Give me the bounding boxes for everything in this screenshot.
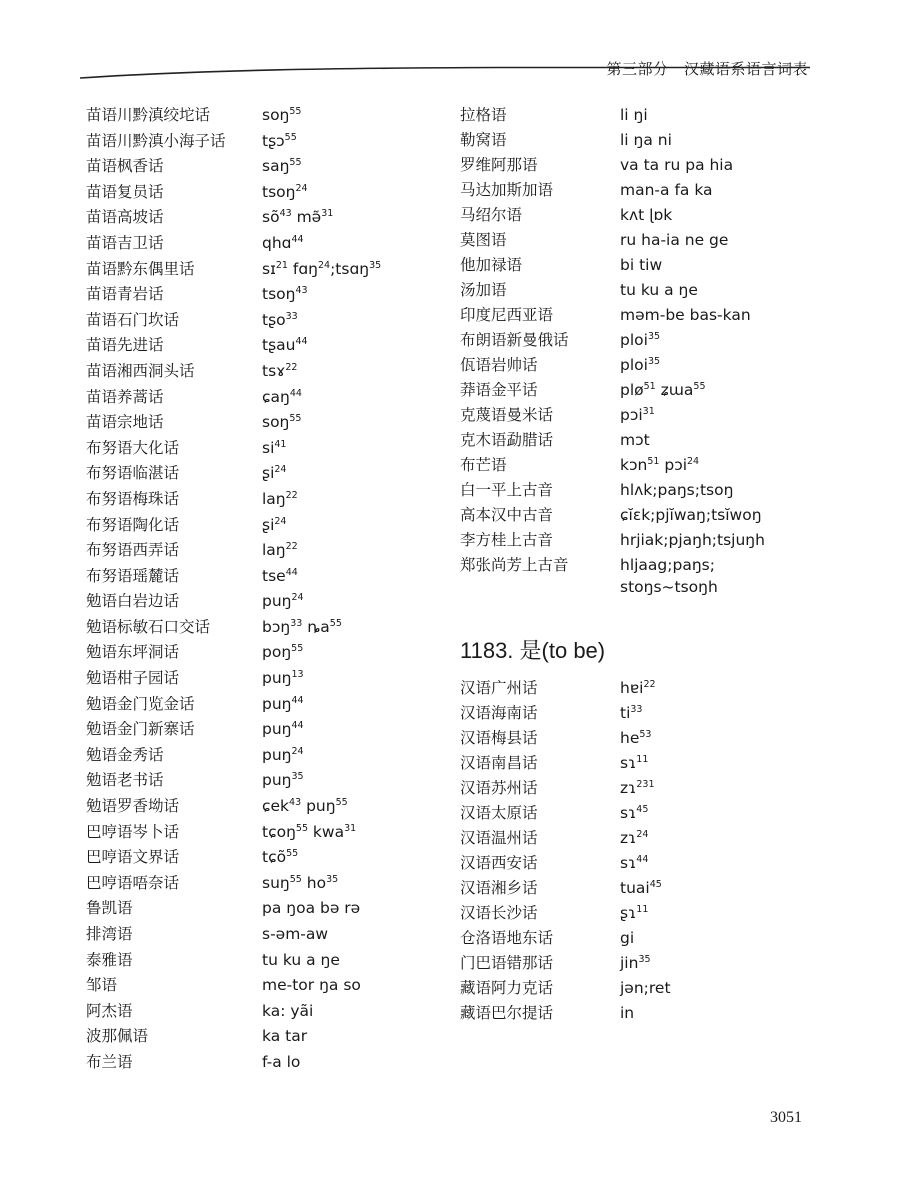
word-form: qhɑ$^{44}$ (262, 233, 304, 252)
language-name: 莫图语 (460, 231, 507, 249)
header-rule (80, 66, 810, 80)
language-name: 阿杰语 (86, 1001, 133, 1020)
word-form: soŋ$^{55}$ (262, 413, 302, 432)
right-column (460, 103, 830, 1026)
word-form: puŋ$^{24}$ (262, 592, 304, 611)
entry-row (460, 353, 830, 378)
language-name: 马达加斯加语 (460, 181, 554, 199)
language-name: 布兰语 (86, 1052, 133, 1071)
entry-row (86, 1024, 446, 1050)
entry-row (460, 153, 830, 178)
language-name: 汉语海南话 (460, 704, 538, 722)
word-form: pɔi$^{31}$ (620, 406, 655, 424)
entry-row (86, 308, 446, 334)
language-name: 门巴语错那话 (460, 954, 554, 972)
word-form: mɔt (620, 431, 650, 449)
entry-row (86, 973, 446, 999)
language-name: 勒窝语 (460, 131, 507, 149)
language-name: 汉语太原话 (460, 804, 538, 822)
section-title: 1183. 是(to be) (460, 638, 606, 663)
language-name: 莽语金平话 (460, 381, 538, 399)
word-form: puŋ$^{13}$ (262, 669, 304, 688)
word-form: sɿ$^{44}$ (620, 854, 649, 872)
language-name: 高本汉中古音 (460, 506, 554, 524)
language-name: 苗语川黔滇小海子话 (86, 131, 226, 150)
language-name: 罗维阿那语 (460, 156, 538, 174)
language-name: 汉语长沙话 (460, 904, 538, 922)
word-form: $he^{53}$ (620, 729, 652, 747)
language-name: 李方桂上古音 (460, 531, 554, 549)
entry-row (86, 871, 446, 897)
entry-row (460, 528, 830, 553)
entry-row (86, 231, 446, 257)
entry-row (460, 676, 830, 701)
language-name: 藏语巴尔提话 (460, 1004, 554, 1022)
word-form: tu ku a ŋe (262, 950, 340, 969)
language-name: 汉语南昌话 (460, 754, 538, 772)
entry-row (460, 428, 830, 453)
entry-row (86, 359, 446, 385)
word-form: laŋ$^{22}$ (262, 541, 298, 560)
language-name: 勉语金门览金话 (86, 694, 195, 713)
entry-row (460, 926, 830, 951)
language-name: 汉语湘乡话 (460, 879, 538, 897)
entry-row (86, 282, 446, 308)
entry-row (86, 768, 446, 794)
word-form: tʂau$^{44}$ (262, 336, 308, 355)
word-form: tsoŋ$^{24}$ (262, 182, 308, 201)
language-name: 布朗语新曼俄话 (460, 331, 569, 349)
word-form: plø$^{51}$ ʑɯa$^{55}$ (620, 381, 706, 399)
entry-row (460, 701, 830, 726)
word-form: saŋ$^{55}$ (262, 157, 302, 176)
language-name: 苗语宗地话 (86, 413, 164, 432)
word-form: ʂi$^{24}$ (262, 515, 287, 534)
entry-row (86, 896, 446, 922)
word-form: ɕek$^{43}$ puŋ$^{55}$ (262, 797, 348, 816)
language-name: 苗语青岩话 (86, 285, 164, 304)
language-name: 巴哼语文界话 (86, 848, 180, 867)
entry-row (86, 103, 446, 129)
word-form: stoŋs~tsoŋh (620, 578, 718, 596)
language-name: 泰雅语 (86, 950, 133, 969)
entry-row (460, 128, 830, 153)
entry-row (460, 378, 830, 403)
entry-row (86, 154, 446, 180)
entry-row (460, 951, 830, 976)
language-name: 布努语西弄话 (86, 541, 180, 560)
entry-row (86, 717, 446, 743)
language-name: 白一平上古音 (460, 481, 554, 499)
word-form: hljaag;paŋs; (620, 556, 715, 574)
word-form: li ŋi (620, 106, 648, 124)
word-form: poŋ$^{55}$ (262, 643, 304, 662)
word-form: jin$^{35}$ (620, 954, 651, 972)
entry-row (86, 513, 446, 539)
entry-row (460, 726, 830, 751)
language-name: 克木语勐腊话 (460, 431, 554, 449)
language-name: 勉语金秀话 (86, 745, 164, 764)
entry-row (460, 901, 830, 926)
word-form: ka: yãi (262, 1001, 314, 1020)
language-name: 鲁凯语 (86, 899, 133, 918)
word-form: me-tor ŋa so (262, 976, 361, 995)
word-form: laŋ$^{22}$ (262, 489, 298, 508)
entry-row (86, 999, 446, 1025)
language-name: 勉语罗香坳话 (86, 797, 180, 816)
entry-row (460, 751, 830, 776)
word-form: puŋ$^{44}$ (262, 720, 304, 739)
entry-row (86, 692, 446, 718)
entry-row (460, 578, 830, 603)
language-name: 巴哼语岑卜话 (86, 822, 180, 841)
word-form: $si^{41}$ (262, 438, 287, 457)
word-form: soŋ$^{55}$ (262, 106, 302, 124)
entry-row (460, 253, 830, 278)
entry-row (86, 794, 446, 820)
entry-row (460, 851, 830, 876)
entry-row (460, 453, 830, 478)
language-name: 勉语柑子园话 (86, 669, 180, 688)
entry-row (86, 461, 446, 487)
entry-row (460, 876, 830, 901)
word-form: sɿ$^{45}$ (620, 804, 649, 822)
language-name: 苗语先进话 (86, 336, 164, 355)
language-name: 布努语瑶麓话 (86, 566, 180, 585)
word-form: $sõ^{43}$ mə̃$^{31}$ (262, 208, 334, 227)
word-form: gi (620, 929, 635, 947)
entry-row (86, 666, 446, 692)
word-form: man-a fa ka (620, 181, 713, 199)
entry-row (460, 1001, 830, 1026)
word-form: tɕoŋ$^{55}$ kwa$^{31}$ (262, 822, 357, 841)
word-form: tsoŋ$^{43}$ (262, 285, 308, 304)
word-form: tu ku a ŋe (620, 281, 698, 299)
word-form: f-a lo (262, 1052, 301, 1071)
language-name: 汉语西安话 (460, 854, 538, 872)
word-form: s-əm-aw (262, 925, 329, 943)
entry-row (86, 538, 446, 564)
word-form: hrjiak;pjaŋh;tsjuŋh (620, 531, 765, 549)
language-name: 波那佩语 (86, 1027, 149, 1046)
word-form: sɪ$^{21}$ fɑŋ$^{24}$;tsɑŋ$^{35}$ (262, 259, 382, 278)
word-form: ka tar (262, 1027, 308, 1046)
language-name: 郑张尚芳上古音 (460, 556, 569, 574)
language-name: 勉语东坪洞话 (86, 643, 180, 662)
word-form: tsɤ$^{22}$ (262, 361, 298, 380)
language-name: 克蔑语曼米话 (460, 406, 554, 424)
word-form: sɿ$^{11}$ (620, 754, 649, 772)
word-form: ʂi$^{24}$ (262, 464, 287, 483)
word-form: li ŋa ni (620, 131, 672, 149)
entry-row (86, 640, 446, 666)
entry-row (86, 615, 446, 641)
word-form: hɐi$^{22}$ (620, 679, 656, 697)
language-name: 苗语养蒿话 (86, 387, 164, 406)
word-form: zɿ$^{231}$ (620, 779, 655, 797)
entry-row (460, 776, 830, 801)
entry-row (86, 410, 446, 436)
word-form: pa ŋoa bə rə (262, 899, 361, 918)
language-name: 汉语梅县话 (460, 729, 538, 747)
language-name: 仓洛语地东话 (460, 929, 554, 947)
language-name: 勉语老书话 (86, 771, 164, 790)
language-name: 藏语阿力克话 (460, 979, 554, 997)
entry-row (460, 103, 830, 128)
language-name: 布努语大化话 (86, 438, 180, 457)
language-name: 布努语梅珠话 (86, 489, 180, 508)
language-name: 苗语石门坎话 (86, 310, 180, 329)
word-form: ploi$^{35}$ (620, 356, 661, 374)
word-form: puŋ$^{35}$ (262, 771, 304, 790)
entry-row (86, 948, 446, 974)
word-form: hlʌk;paŋs;tsoŋ (620, 481, 734, 499)
page-number: 3051 (770, 1109, 802, 1126)
language-name: 勉语金门新寨话 (86, 720, 195, 739)
word-form: puŋ$^{24}$ (262, 745, 304, 764)
entry-row (86, 845, 446, 871)
language-name: 邹语 (86, 976, 118, 995)
word-form: tɕõ$^{55}$ (262, 848, 299, 867)
word-form: tse$^{44}$ (262, 566, 298, 585)
entry-row (460, 801, 830, 826)
word-form: ru ha-ia ne ge (620, 231, 729, 249)
word-form: in (620, 1004, 635, 1022)
word-form: tʂo$^{33}$ (262, 310, 298, 329)
entry-row (86, 564, 446, 590)
language-name: 苗语黔东偶里话 (86, 259, 195, 278)
entry-row (86, 1050, 446, 1076)
language-name: 布努语陶化话 (86, 515, 180, 534)
word-form: kʌt ɭɒk (620, 206, 673, 224)
entry-row (460, 403, 830, 428)
word-form: tʂɔ$^{55}$ (262, 131, 297, 150)
word-form: tuai$^{45}$ (620, 879, 662, 897)
language-name: 苗语枫香话 (86, 157, 164, 176)
word-form: $ti^{33}$ (620, 704, 643, 722)
language-name: 他加禄语 (460, 256, 523, 274)
entry-row (460, 303, 830, 328)
entry-row (460, 478, 830, 503)
entry-row (86, 257, 446, 283)
language-name: 布芒语 (460, 456, 507, 474)
entry-row (86, 205, 446, 231)
language-name: 苗语川黔滇绞坨话 (86, 106, 211, 124)
language-name: 苗语吉卫话 (86, 233, 164, 252)
running-header: 第三部分 汉藏语系语言词表 (606, 60, 808, 78)
word-form: bɔŋ$^{33}$ $ȵa^{55}$ (262, 617, 342, 636)
entry-row (460, 278, 830, 303)
language-name: 苗语湘西洞头话 (86, 361, 195, 380)
left-column (86, 103, 446, 1076)
word-form: puŋ$^{44}$ (262, 694, 304, 713)
language-name: 汤加语 (460, 281, 507, 299)
entry-row (86, 333, 446, 359)
language-name: 汉语广州话 (460, 679, 538, 697)
word-form: ploi$^{35}$ (620, 331, 661, 349)
entry-row (86, 180, 446, 206)
entry-row (86, 922, 446, 948)
language-name: 排湾语 (86, 925, 133, 943)
word-form: va ta ru pa hia (620, 156, 734, 174)
entry-row (460, 553, 830, 578)
entry-row (86, 436, 446, 462)
language-name: 印度尼西亚语 (460, 306, 554, 324)
entry-row (460, 203, 830, 228)
entry-row (86, 487, 446, 513)
word-form: kɔn$^{51}$ pɔi$^{24}$ (620, 456, 700, 474)
word-form: məm-be bas-kan (620, 306, 751, 324)
entry-row (460, 178, 830, 203)
language-name: 勉语标敏石口交话 (86, 617, 211, 636)
language-name: 汉语温州话 (460, 829, 538, 847)
entry-row (460, 976, 830, 1001)
entry-row (460, 503, 830, 528)
language-name: 佤语岩帅话 (460, 356, 538, 374)
entry-row (86, 743, 446, 769)
language-name: 布努语临湛话 (86, 464, 180, 483)
entry-row (86, 385, 446, 411)
entry-row (86, 129, 446, 155)
entry-row (460, 228, 830, 253)
language-name: 马绍尔语 (460, 206, 523, 224)
word-form: ɕaŋ$^{44}$ (262, 387, 302, 406)
language-name: 勉语白岩边话 (86, 592, 180, 611)
language-name: 巴哼语唔奈话 (86, 873, 180, 892)
word-form: ʂɿ$^{11}$ (620, 904, 649, 922)
entry-row (86, 589, 446, 615)
entry-row (460, 328, 830, 353)
language-name: 汉语苏州话 (460, 779, 538, 797)
word-form: ɕĭɛk;pjĭwaŋ;tsĭwoŋ (620, 506, 762, 524)
language-name: 苗语复员话 (86, 182, 164, 201)
language-name: 苗语高坡话 (86, 208, 164, 227)
language-name: 拉格语 (460, 106, 507, 124)
word-form: zɿ$^{24}$ (620, 829, 649, 847)
word-form: jən;ret (620, 979, 671, 997)
word-form: bi tiw (620, 256, 663, 274)
word-form: suŋ$^{55}$ $ho^{35}$ (262, 873, 339, 892)
entry-row (86, 820, 446, 846)
entry-row (460, 826, 830, 851)
